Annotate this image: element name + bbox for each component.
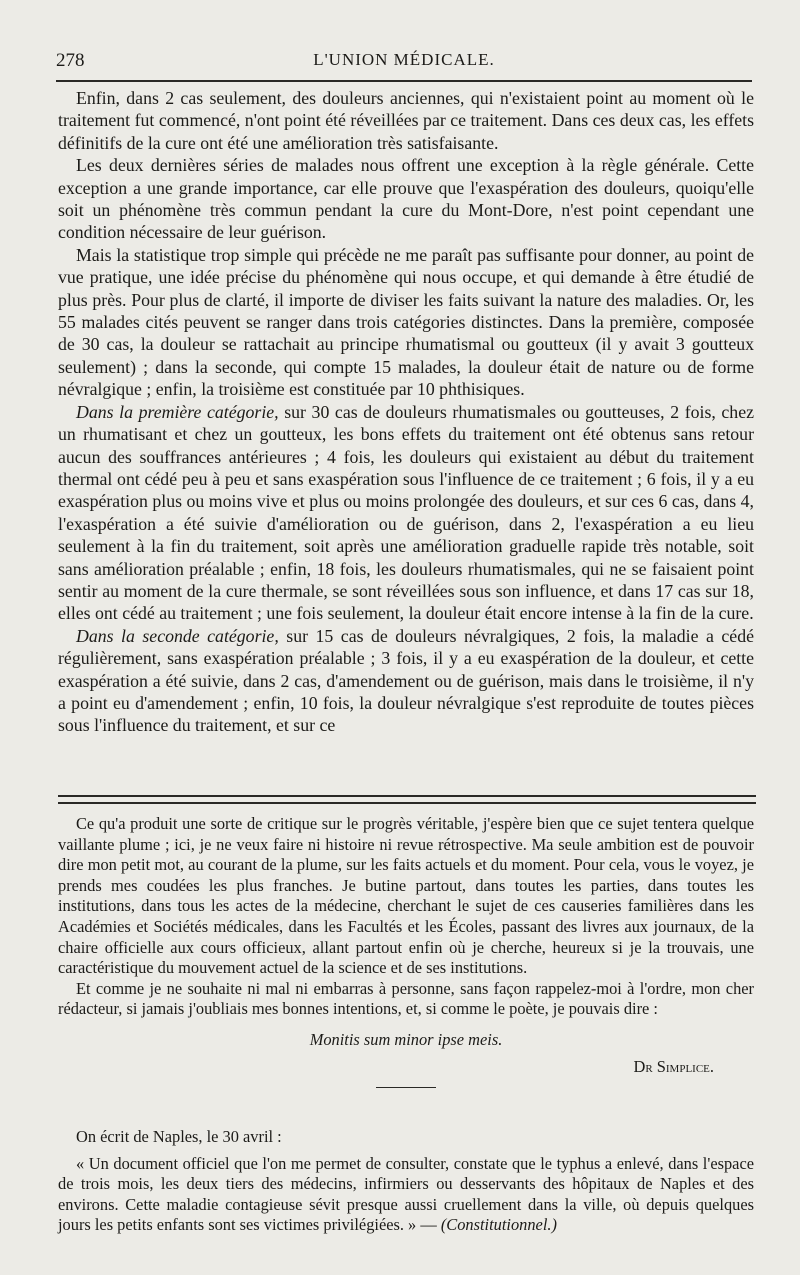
feuilleton-separator [58, 795, 756, 804]
paragraph: Les deux dernières séries de malades nous offrent une exception à la règle générale. Cette exception a une grande importance, car elle prouve que l'exaspération des douleurs, quoiqu'elle soit un phénomène très commun pendant la cure du Mont-Dore, n'est point cependant une condition nécessaire de leur guérison. [58, 155, 754, 243]
paragraph: Mais la statistique trop simple qui précède ne me paraît pas suffisante pour donner, au point de vue pratique, une idée précise du phénomène qui nous occupe, et qui demande à être étudié de plus près. Pour plus de clarté, il importe de diviser les faits suivant la nature des maladies. Or, les 55 malades cités peuvent se ranger dans trois catégories distinctes. Dans la première, composée de 30 cas, la douleur se rattachait au principe rhumatismal ou goutteux (il y avait 3 goutteux seulement) ; dans la seconde, qui compte 15 malades, la douleur était de nature ou de forme névralgique ; enfin, la troisième est constituée par 10 phthisiques. [58, 244, 754, 400]
feuilleton [58, 814, 754, 1088]
signature: Dr Simplice. [633, 1056, 714, 1076]
paragraph: Enfin, dans 2 cas seulement, des douleurs anciennes, qui n'existaient point au moment où le traitement fut commencé, n'ont point été réveillées par ce traitement. Dans ces deux cas, les effets définitifs de la cure ont été une amélioration très satisfaisante. [58, 88, 754, 153]
news-source: (Constitutionnel.) [440, 1215, 557, 1235]
latin-quote: Monitis sum minor ipse meis. [309, 1029, 503, 1049]
paragraph-text: sur 30 cas de douleurs rhumatismales ou goutteuses, 2 fois, chez un rhumatisant et chez un goutteux, les bons effets du traitement ont été obtenus sans retour aucun des souffrances antérieures ; 4 fois, les douleurs qui existaient au début du traitement thermal ont cédé peu à peu et sans exaspération sous l'influence de ce traitement ; 6 fois, il y a eu exaspération plus ou moins vive et plus ou moins prolongée des douleurs, et sur ces 6 cas, dans 4, l'exaspération a été suivie d'amélioration ou de guérison, dans 2, l'exaspération a eu lieu seulement à la fin du traitement, soit après une amélioration graduelle rapide très notable, soit sans amélioration préalable ; enfin, 18 fois, les douleurs rhumatismales, qui ne se faisaient point sentir au moment de la cure thermale, se sont réveillées sous son influence, et dans 17 cas sur 18, elles ont cédé au traitement ; une fois seulement, la douleur était encore intense à la fin de la cure. [58, 401, 754, 624]
news-body [58, 1154, 754, 1236]
news-item [58, 1127, 754, 1236]
journal-title: L'UNION MÉDICALE. [313, 50, 495, 69]
category-heading: Dans la première catégorie, [76, 401, 279, 422]
section-rule [376, 1087, 436, 1088]
feuilleton-paragraph: Et comme je ne souhaite ni mal ni embarras à personne, sans façon rappelez-moi à l'ordre, mon cher rédacteur, si jamais j'oubliais mes bonnes intentions, et, si comme le poète, je pouvais dire : [58, 978, 754, 1019]
page-number: 278 [56, 50, 85, 71]
paragraph-text: sur 15 cas de douleurs névralgiques, 2 fois, la maladie a cédé régulièrement, sans exaspération préalable ; 3 fois, il y a eu exaspération de la douleur, et cette exaspération a été suivie, dans 2 cas, d'amendement ou de guérison, mais dans le troisième, il n'y a point eu d'amendement ; enfin, 10 fois, la douleur névralgique s'est reproduite de toutes pièces sous l'influence du traitement, et sur ce [58, 625, 754, 736]
page-header [56, 50, 752, 76]
main-article [58, 87, 754, 737]
news-intro: On écrit de Naples, le 30 avril : [76, 1127, 282, 1146]
category-heading: Dans la seconde catégorie, [76, 625, 279, 646]
feuilleton-paragraph: Ce qu'a produit une sorte de critique sur le progrès véritable, j'espère bien que ce sujet tentera quelque vaillante plume ; ici, je ne veux faire ni histoire ni revue rétrospective. Ma seule ambition est de pouvoir dire mon petit mot, au courant de la plume, sur les faits actuels et du moment. Pour cela, vous le voyez, je prends mes coudées les plus franches. Je butine partout, dans toutes les parties, dans toutes les institutions, dans tous les actes de la médecine, cherchant le sujet de ces causeries familières dans les Académies et Sociétés médicales, dans les Facultés et les Écoles, passant des livres aux journaux, de la chaire officielle aux cours officieux, allant partout enfin où je cherche, heureux si je la trouvais, une caractéristique du mouvement actuel de la science et de ses institutions. [58, 814, 754, 978]
paragraph [58, 625, 754, 737]
news-text: « Un document officiel que l'on me permet de consulter, constate que le typhus a enlevé, dans l'espace de trois mois, les deux tiers des médecins, infirmiers ou desservants des hôpitaux de Naples et des environs. Cette maladie contagieuse sévit presque aussi cruellement dans la ville, où depuis quelques jours les petits enfants sont ses victimes privilégiées. » — [58, 1153, 754, 1235]
header-rule [56, 80, 752, 82]
paragraph [58, 401, 754, 625]
